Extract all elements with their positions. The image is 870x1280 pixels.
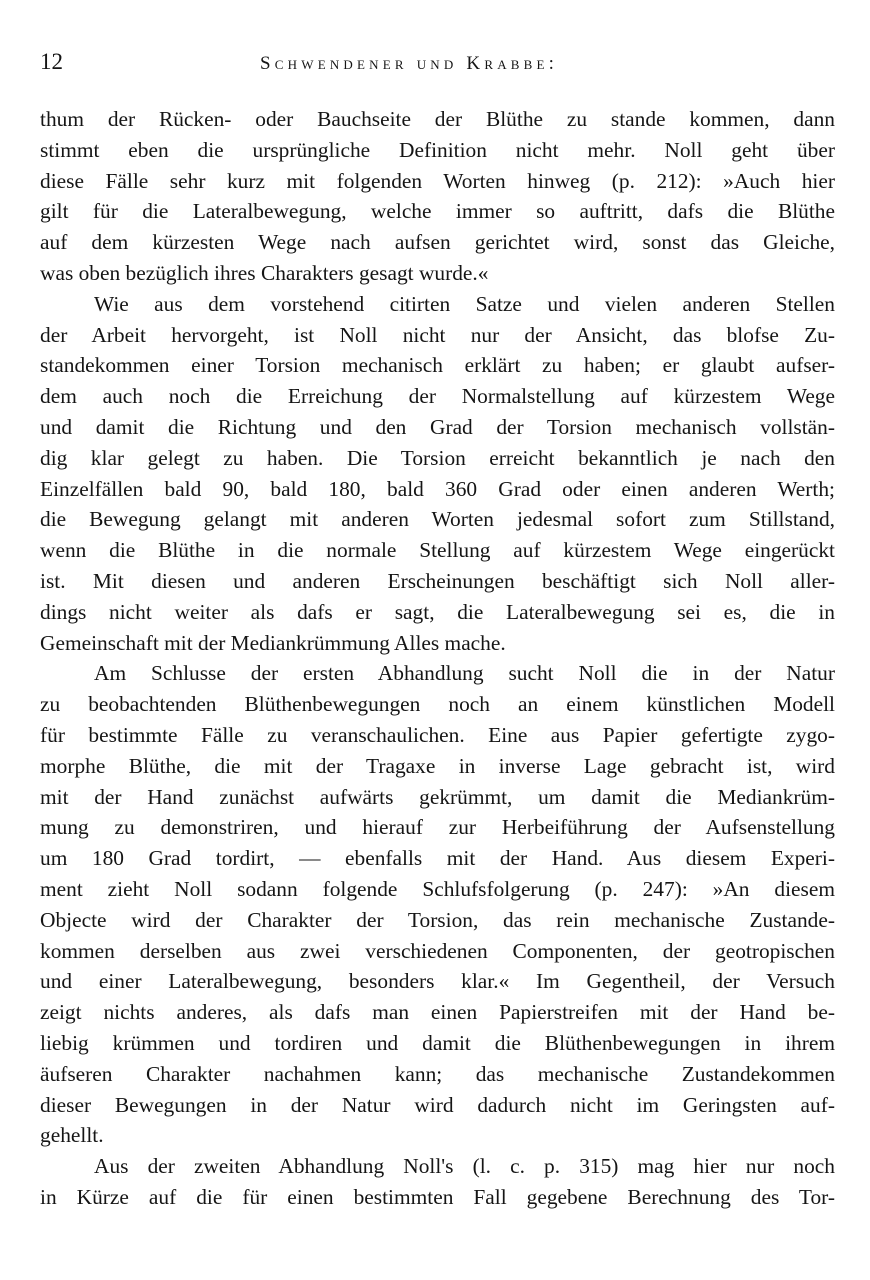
text-line: dings nicht weiter als dafs er sagt, die Lateralbewegung sei es, die in: [40, 599, 835, 624]
text-line: um 180 Grad tordirt, — ebenfalls mit der Hand. Aus diesem Experi-: [40, 846, 835, 871]
text-line: dig klar gelegt zu haben. Die Torsion erreicht bekanntlich je nach den: [40, 445, 835, 470]
paragraph: [40, 658, 835, 1151]
text-line: kommen derselben aus zwei verschiedenen Componenten, der geotropischen: [40, 938, 835, 963]
text-line: mung zu demonstriren, und hierauf zur Herbeiführung der Aufsenstellung: [40, 815, 835, 840]
text-line: diese Fälle sehr kurz mit folgenden Worten hinweg (p. 212): »Auch hier: [40, 168, 835, 193]
text-line: dem auch noch die Erreichung der Normalstellung auf kürzestem Wege: [40, 384, 835, 409]
body-text: [40, 104, 835, 1213]
paragraph: [40, 289, 835, 659]
text-line: standekommen einer Torsion mechanisch erklärt zu haben; er glaubt aufser-: [40, 353, 835, 378]
text-line: mit der Hand zunächst aufwärts gekrümmt, um damit die Mediankrüm-: [40, 784, 835, 809]
paragraph: [40, 104, 835, 289]
text-line: für bestimmte Fälle zu veranschaulichen. Eine aus Papier gefertigte zygo-: [40, 722, 835, 747]
text-line: ment zieht Noll sodann folgende Schlufsfolgerung (p. 247): »An diesem: [40, 876, 835, 901]
text-line: ist. Mit diesen und anderen Erscheinungen beschäftigt sich Noll aller-: [40, 568, 835, 593]
text-line: dieser Bewegungen in der Natur wird dadurch nicht im Geringsten auf-: [40, 1092, 835, 1117]
page-number: 12: [40, 49, 63, 74]
text-line: in Kürze auf die für einen bestimmten Fall gegebene Berechnung des Tor-: [40, 1184, 835, 1209]
text-line: äufseren Charakter nachahmen kann; das mechanische Zustandekommen: [40, 1061, 835, 1086]
text-line: Objecte wird der Charakter der Torsion, das rein mechanische Zustande-: [40, 907, 835, 932]
text-line: stimmt eben die ursprüngliche Definition nicht mehr. Noll geht über: [40, 137, 835, 162]
text-line: Einzelfällen bald 90, bald 180, bald 360 Grad oder einen anderen Werth;: [40, 476, 835, 501]
text-line: zu beobachtenden Blüthenbewegungen noch an einem künstlichen Modell: [40, 692, 835, 717]
text-line: liebig krümmen und tordiren und damit die Blüthenbewegungen in ihrem: [40, 1030, 835, 1055]
text-line: Wie aus dem vorstehend citirten Satze und vielen anderen Stellen: [94, 291, 835, 316]
text-line: thum der Rücken- oder Bauchseite der Blüthe zu stande kommen, dann: [40, 107, 835, 131]
text-line: auf dem kürzesten Wege nach aufsen gerichtet wird, sonst das Gleiche,: [40, 230, 835, 255]
page-header: [40, 48, 835, 78]
running-head: Schwendener und Krabbe:: [260, 53, 559, 74]
text-line: Am Schlusse der ersten Abhandlung sucht Noll die in der Natur: [94, 661, 835, 686]
text-line: der Arbeit hervorgeht, ist Noll nicht nur der Ansicht, das blofse Zu-: [40, 322, 835, 347]
text-line: und einer Lateralbewegung, besonders klar.« Im Gegentheil, der Versuch: [40, 969, 835, 994]
text-line: was oben bezüglich ihres Charakters gesagt wurde.«: [40, 260, 489, 285]
text-line: die Bewegung gelangt mit anderen Worten jedesmal sofort zum Stillstand,: [40, 507, 835, 532]
text-line: Aus der zweiten Abhandlung Noll's (l. c. p. 315) mag hier nur noch: [94, 1154, 835, 1179]
text-line: und damit die Richtung und den Grad der Torsion mechanisch vollstän-: [40, 414, 835, 439]
paragraph: [40, 1151, 835, 1213]
text-line: morphe Blüthe, die mit der Tragaxe in inverse Lage gebracht ist, wird: [40, 753, 835, 778]
text-line: zeigt nichts anderes, als dafs man einen Papierstreifen mit der Hand be-: [40, 1000, 835, 1025]
text-line: gilt für die Lateralbewegung, welche immer so auftritt, dafs die Blüthe: [40, 199, 835, 224]
text-line: gehellt.: [40, 1123, 104, 1148]
text-line: wenn die Blüthe in die normale Stellung auf kürzestem Wege eingerückt: [40, 538, 835, 563]
text-line: Gemeinschaft mit der Mediankrümmung Alles mache.: [40, 630, 506, 655]
